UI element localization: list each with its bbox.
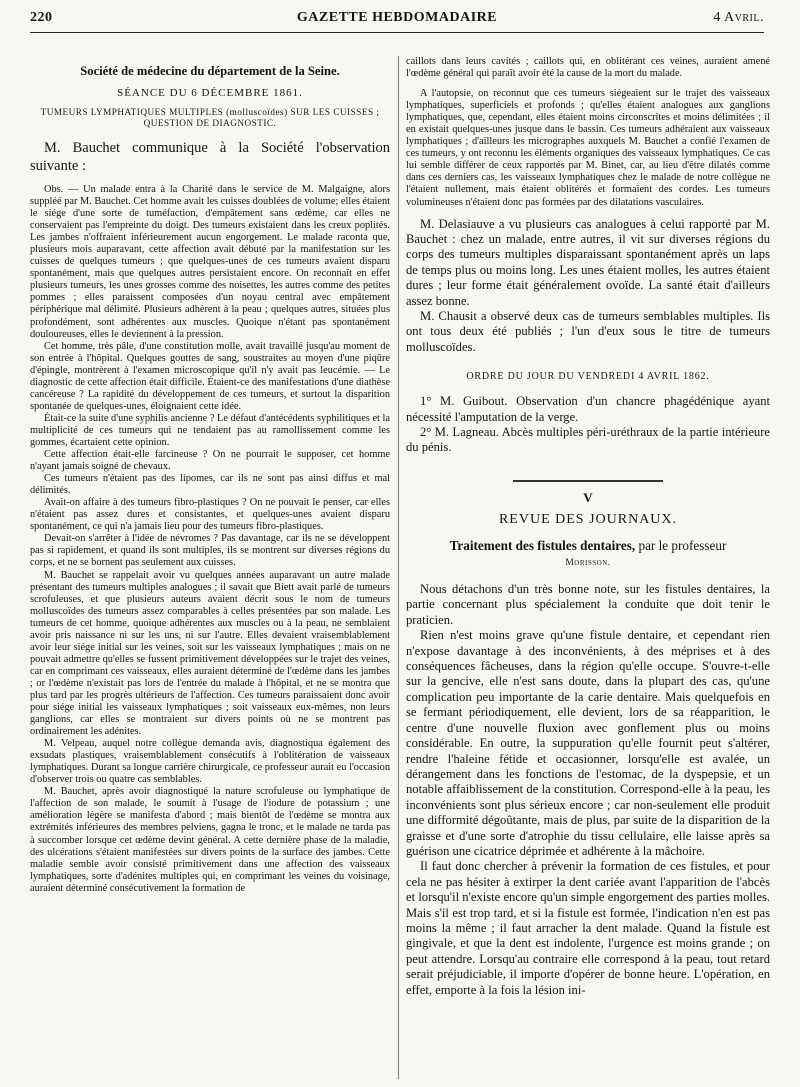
section-divider bbox=[513, 480, 663, 482]
right-column bbox=[406, 56, 770, 1081]
body-paragraph: Était-ce la suite d'une syphilis ancienne ? Le défaut d'antécédents syphilitiques et la multiplicité de ces tumeurs qui ne tendaient pas au ramollissement comme les gommes, écartaient cette opinion. bbox=[30, 412, 390, 448]
body-paragraph: Avait-on affaire à des tumeurs fibro-plastiques ? On ne pouvait le penser, car elles n'étaient pas assez dures et consistantes, et quelques-unes avaient disparu spontanément, ce qui n'a jamais lieu pour des tumeurs fibro-plastiques. bbox=[30, 497, 390, 533]
body-paragraph: Ces tumeurs n'étaient pas des lipomes, car ils ne sont pas ainsi diffus et mal délimités. bbox=[30, 473, 390, 497]
chausit-paragraph: M. Chausit a observé deux cas de tumeurs semblables multiples. Ils ont tous deux été publiés ; l'un d'eux sous le titre de tumeurs molluscoïdes. bbox=[406, 309, 770, 354]
article-paragraph: Il faut donc chercher à prévenir la formation de ces fistules, et pour cela ne pas hésiter à extirper la dent cariée avant l'apparition de l'abcès et lorsqu'il n'existe encore qu'un simple engorgement des parties molles. Mais s'il est trop tard, et si la fistule est formée, l'indication n'en est pas moins la même ; il faut arracher la dent malade. Quand la fistule est gingivale, et que la dent est indolente, l'urgence est moins grande ; on peut attendre. Lorsqu'au contraire elle correspond à la peau, tout retard serait préjudiciable, il importe d'opérer de bonne heure. L'opération, en effet, emporte à la fois la lésion ini- bbox=[406, 859, 770, 997]
delasiauve-paragraph: M. Delasiauve a vu plusieurs cas analogues à celui rapporté par M. Bauchet : chez un malade, entre autres, il vit sur diverses régions du corps des tumeurs multiples disparaissant spontanément après un laps de temps plus ou moins long. Les unes étaient molles, les autres étaient dures ; leur forme était généralement ovoïde. La santé était d'ailleurs assez bonne. bbox=[406, 216, 770, 308]
subject-line-1: TUMEURS LYMPHATIQUES MULTIPLES (molluscoïdes) SUR LES CUISSES ; bbox=[40, 107, 380, 117]
left-column bbox=[30, 60, 390, 1081]
ordre-du-jour-heading: ORDRE DU JOUR DU VENDREDI 4 AVRIL 1862. bbox=[466, 371, 710, 383]
column-divider bbox=[398, 56, 399, 1079]
subject-heading bbox=[30, 107, 390, 129]
article-paragraph: Nous détachons d'un très bonne note, sur les fistules dentaires, la partie concernant plus spécialement la conduite que doit tenir le praticien. bbox=[406, 582, 770, 627]
journal-title: GAZETTE HEBDOMADAIRE bbox=[296, 10, 498, 25]
section-title: REVUE DES JOURNAUX. bbox=[498, 511, 678, 527]
body-paragraph: M. Bauchet, après avoir diagnostiqué la nature scrofuleuse ou lymphatique de l'affection de son malade, le soumit à l'usage de l'iodure de potassium ; une amélioration légère se manifesta d'abord ; mais bientôt de l'œdème se montra aux extrémités inférieures des membres pelviens, gagna le tronc, et le malade ne tarda pas à succomber lorsque cet œdème devint général. A cette dernière phase de la maladie, des ulcérations s'étaient manifestées sur divers points de la surface des jambes. Cette maladie semble avoir consisté primitivement dans une affection des vaisseaux lymphatiques, sorte d'adénites multiples qui, en comprimant les veines du voisinage, auraient déterminé consécutivement la formation de bbox=[30, 786, 390, 894]
article-title-text: Traitement des fistules dentaires, bbox=[449, 537, 636, 553]
article-by: par le professeur bbox=[638, 537, 727, 553]
continuation-paragraph: caillots dans leurs cavités ; caillots qui, en oblitérant ces veines, auraient amené l'œdème général qui paraît avoir été la cause de la mort du malade. bbox=[406, 56, 770, 80]
autopsy-paragraph: A l'autopsie, on reconnut que ces tumeurs siégeaient sur le trajet des vaisseaux lymphatiques, superficiels et profonds ; qu'elles étaient analogues aux ganglions lymphatiques, que, cependant, elles étaient moins circonscrites et moins délimitées ; il en existait quelques-unes jusque dans le bassin. Ces tumeurs adhéraient aux vaisseaux lymphatiques ; d'ailleurs les micrographes auxquels M. Bauchet a confié l'examen de ces tumeurs, y ont reconnu les éléments organiques des vaisseaux lymphatiques. Ce cas lui semble différer de ceux rapportés par M. Binet, car, au lieu d'être dilatés comme dans ces derniers cas, les vaisseaux lymphatiques chez le malade de notre collègue ne l'étaient nullement, mais étaient oblitérés et formaient des cordes. Les tumeurs volumineuses n'étaient donc pas formées par des dilatations vasculaires. bbox=[406, 88, 770, 208]
body-paragraph: Cette affection était-elle farcineuse ? On ne pourrait le supposer, cet homme n'ayant jamais soigné de chevaux. bbox=[30, 449, 390, 473]
body-paragraph: M. Velpeau, auquel notre collègue demanda avis, diagnostiqua également des exsudats plastiques, vraisemblablement consécutifs à l'oblitération de vaisseaux lymphatiques. Durant sa longue carrière chirurgicale, ce professeur aurait eu l'occasion d'observer trois ou quatre cas semblables. bbox=[30, 738, 390, 786]
article-paragraph: Rien n'est moins grave qu'une fistule dentaire, et cependant rien n'expose davantage à des inconvénients, à des méprises et à des conséquences fâcheuses, dans la région qu'elle occupe. S'ouvre-t-elle sur la gencive, elle n'est sans doute, dans la plupart des cas, qu'une complication peu importante de la carie dentaire. Mais quelquefois en se fermant périodiquement, elle devient, lors de sa réapparition, le centre d'une nouvelle fluxion avec gonflement plus ou moins considérable. En outre, la suppuration qu'elle fournit peut s'altérer, rendre l'haleine fétide et occasionner, lorsqu'elle est avalée, un dérangement dans les fonctions de l'estomac, de la dyspepsie, et un notable affaiblissement de la constitution. Correspond-elle à la peau, les inconvénients sont plus sérieux encore ; car non-seulement elle produit une difformité dégoûtante, mais de plus, par suite de la disparition de la graisse et d'une sorte d'atrophie du tissu cellulaire, elle laisse après sa guérison une cicatrice déprimée et adhérente à la mâchoire. bbox=[406, 628, 770, 858]
running-head bbox=[30, 6, 764, 33]
body-paragraph: M. Bauchet se rappelait avoir vu quelques années auparavant un autre malade présentant des tumeurs multiples analogues ; il savait que Biett avait parlé de tumeurs scrofuleuses, et que plusieurs auteurs avaient décrit sous le nom de tumeurs molluscoïdes des tumeurs assez comparables à celles présentées par son malade. Les tumeurs de cet homme, quoique adhérentes aux muscles ou à la peau, ne semblaient avoir pris naissance ni sur les uns, ni sur l'autre. Elles devaient vraisemblablement avoir leur siége initial sur les veines, soit sur les vaisseaux lymphatiques ; mais on ne pouvait admettre qu'elles se fussent primitivement développées sur le trajet des veines, car en comprimant ces vaisseaux, elles auraient déterminé de l'œdème dans les jambes ; or l'œdème n'existait pas lors de l'entrée du malade à l'hôpital, et ne se montra que plus tard par les progrès ultérieurs de l'affection. Ces tumeurs paraissaient donc avoir pour siége initial les vaisseaux lymphatiques ; soit vaisseaux eux-mêmes, non leurs ganglions, car elles se montraient sur divers points où ne se montrent pas ordinairement les adénites. bbox=[30, 569, 390, 738]
article-author: Morisson. bbox=[565, 558, 611, 569]
seance-date: SÉANCE DU 6 DÉCEMBRE 1861. bbox=[117, 87, 303, 99]
subject-line-2: QUESTION DE DIAGNOSTIC. bbox=[143, 118, 277, 128]
page-number: 220 bbox=[30, 10, 53, 25]
intro-paragraph: M. Bauchet communique à la Société l'observation suivante : bbox=[30, 140, 390, 174]
society-title: Société de médecine du département de la Seine. bbox=[80, 64, 340, 78]
article-title bbox=[406, 538, 770, 572]
ordre-item: 1° M. Guibout. Observation d'un chancre phagédénique ayant nécessité l'amputation de la verge. bbox=[406, 394, 770, 424]
ordre-item: 2° M. Lagneau. Abcès multiples péri-uréthraux de la partie intérieure du pénis. bbox=[406, 425, 770, 455]
section-number: V bbox=[583, 489, 593, 505]
body-paragraph: Cet homme, très pâle, d'une constitution molle, avait travaillé jusqu'au moment de son entrée à l'hôpital. Quelques gouttes de sang, soustraites au moyen d'une piqûre d'épingle, montrèrent à l'examen microscopique qu'il n'y avait pas leucémie. — Le diagnostic de cette affection était difficile. Étaient-ce des manifestations d'une diathèse cancéreuse ? La rapidité du développement de ces tumeurs, et surtout la disparition spontanée de quelques-unes, éloignaient cette idée. bbox=[30, 340, 390, 412]
issue-date: 4 Avril. bbox=[713, 10, 764, 25]
body-paragraph: Devait-on s'arrêter à l'idée de névromes ? Pas davantage, car ils ne se développent pas si rapidement, et quand ils sont multiples, ils se montrent sur diverses régions du corps, et ne se bornent pas seulement aux cuisses. bbox=[30, 533, 390, 569]
observation-paragraph: Obs. — Un malade entra à la Charité dans le service de M. Malgaigne, alors suppléé par M. Bauchet. Cet homme avait les cuisses doublées de volume; elles étaient le siége d'une sorte de tuméfaction, d'empâtement sans œdème, car elles ne conservaient pas l'empreinte du doigt. Des tumeurs existaient dans les creux poplités. Les jambes n'offraient inférieurement aucun engorgement. Le malade raconta que, plusieurs mois auparavant, cette affection avait débuté par la manifestation sur les cuisses de quelques tumeurs ; que quelques-unes de ces tumeurs avaient disparu spontanément, mais que quelques autres persistaient encore. On reconnaît en effet plusieurs tumeurs, les unes grosses comme des noisettes, les autres comme des petites pommes ; elles paraissent composées d'un noyau central avec empâtement périphérique mal délimité. Plusieurs adhèrent à la peau ; quelques autres, situées plus profondément, sont adhérentes aux muscles. Quoique n'étant pas spontanément douloureuses, elles le deviennent à la pression. bbox=[30, 184, 390, 340]
